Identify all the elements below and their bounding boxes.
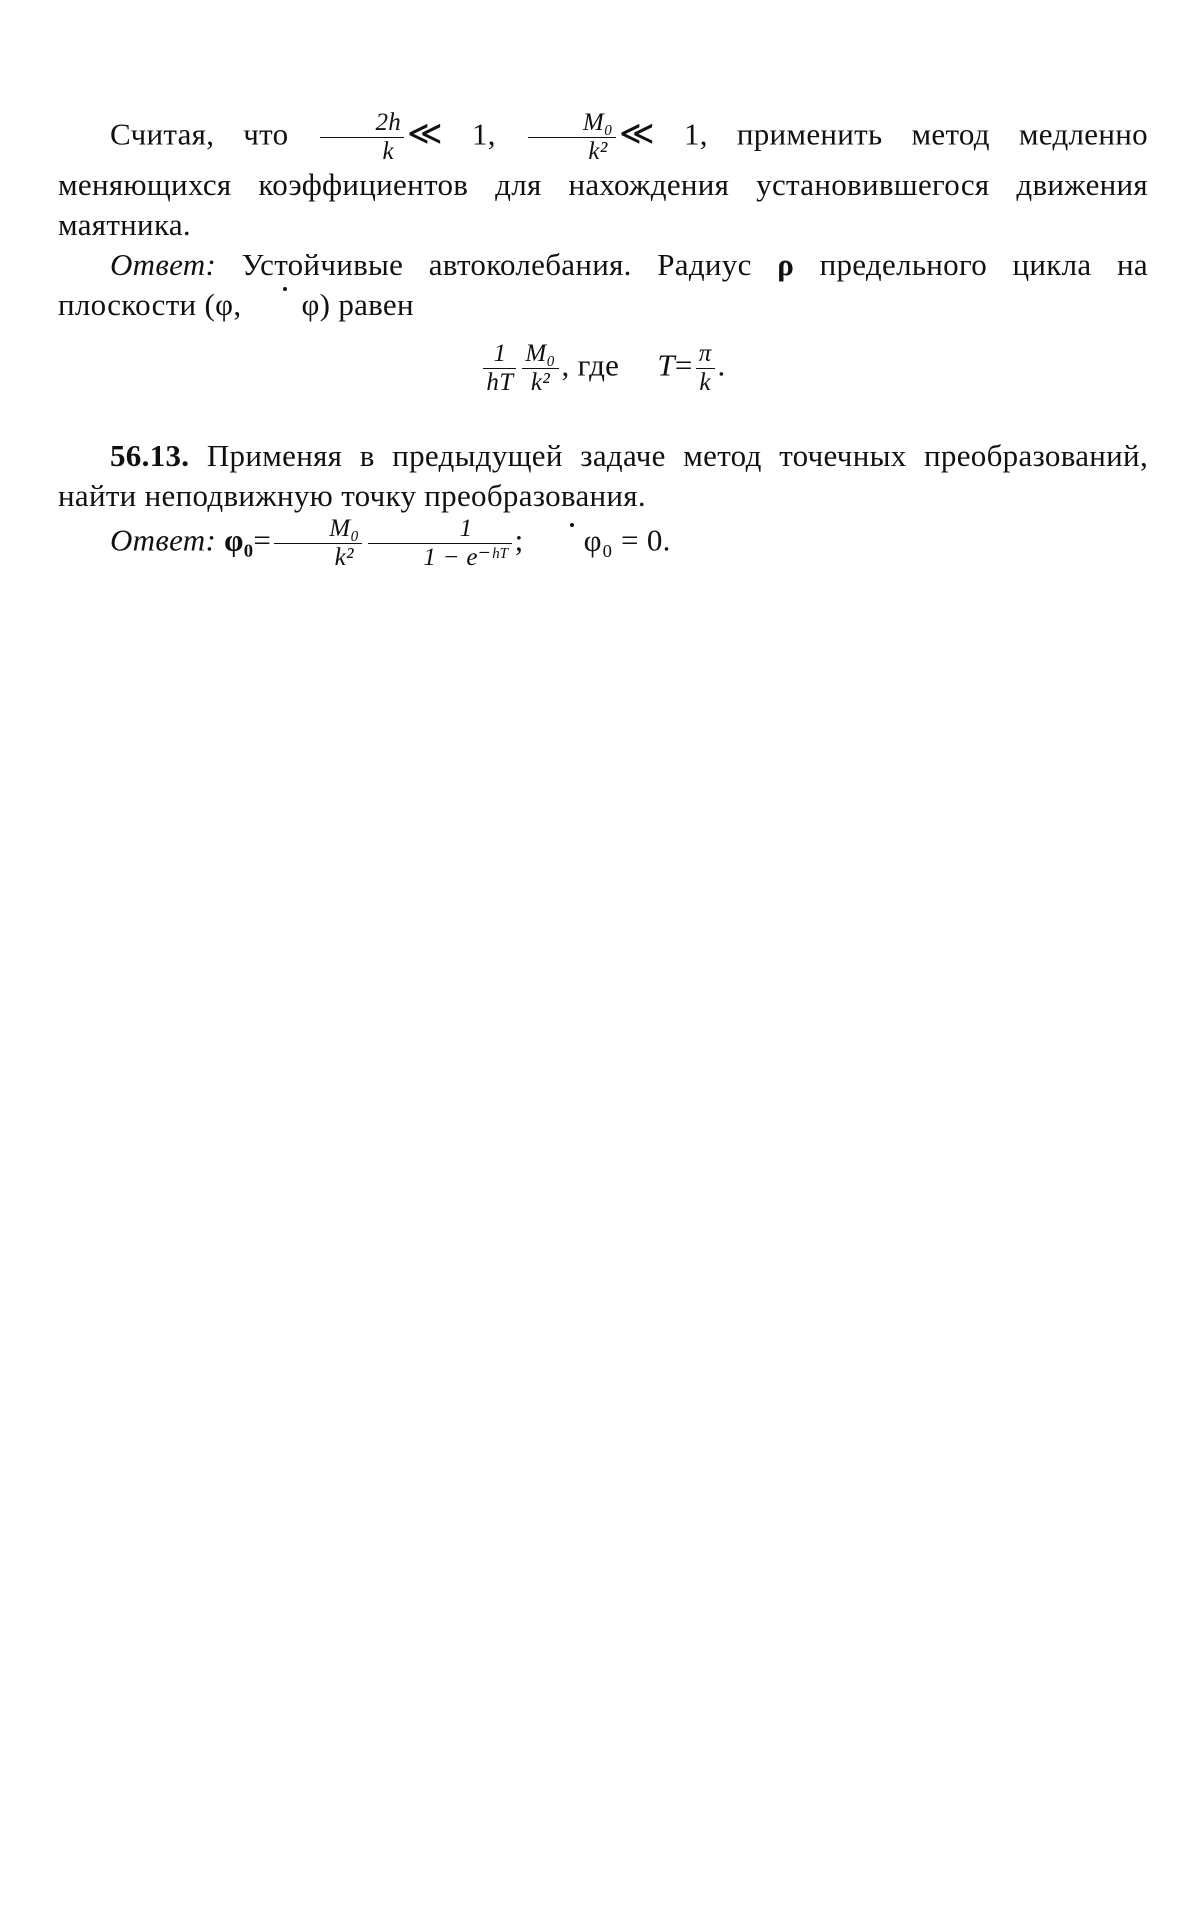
text-equals-word: ) равен [319, 287, 414, 322]
text-equals-zero: = 0. [612, 522, 671, 558]
answer-paragraph-1 [58, 245, 1148, 325]
rho-symbol: ρ [777, 247, 795, 282]
phi0-dot-symbol: φ₀ [532, 521, 613, 561]
much-less-sign-2: ≪ [619, 115, 655, 153]
problem-text: Применяя в предыдущей задаче метод точечных преобразований, найти неподвижную точку преобразования. [58, 438, 1148, 513]
fraction-2h-over-k: $\frac{2h}{k}$ [320, 110, 404, 165]
fraction-m0-over-k2: $\frac{\text{M₀}}{\text{k²}}$ [528, 110, 616, 165]
comma: , [233, 287, 250, 322]
answer-label: Ответ: [110, 247, 217, 282]
problem-paragraph-1 [58, 110, 1148, 245]
text-where: , где [561, 347, 620, 383]
period-mark: . [717, 347, 726, 383]
fraction-1-over-hT: $\frac{1}{hT}$ [483, 341, 516, 396]
text-limit-cycle: предельного цикла на плоскости ( [58, 247, 1148, 322]
fraction-m0-over-k2-answer: $\frac{\text{M₀}}{\text{k²}}$ [274, 516, 362, 571]
equals-sign-2: = [253, 522, 272, 558]
text-stable-autooscillations: Устойчивые автоколебания. Радиус [241, 247, 752, 282]
phi-symbol: φ [215, 287, 234, 322]
page-content [58, 110, 1148, 571]
problem-number: 56.13. [110, 438, 190, 473]
much-less-sign: ≪ [407, 115, 443, 153]
fraction-pi-over-k: $\frac{\pi}{k}$ [696, 341, 715, 396]
phi0-symbol: φ₀ [224, 522, 254, 558]
text-one: 1, [471, 116, 496, 152]
text-apply-method: 1, применить метод медленно меняющихся коэффициентов для нахождения установившегося движения маятника. [58, 116, 1148, 242]
equals-sign: = [674, 347, 693, 383]
problem-paragraph-2 [58, 436, 1148, 516]
phi-dot-symbol: φ [249, 285, 319, 325]
text-considering: Считая, что [110, 116, 289, 152]
fraction-m0-over-k2-radius: $\frac{\text{M₀}}{\text{k²}}$ [522, 341, 558, 396]
formula-radius [58, 341, 1148, 396]
fraction-1-over-1-minus-exp: $\frac{1}{\text{1 − e⁻ʰᵀ}}$ [368, 516, 511, 571]
semicolon: ; [514, 522, 524, 558]
answer-label-2: Ответ: [110, 522, 217, 558]
period-symbol: T [657, 347, 675, 383]
answer-paragraph-2 [58, 516, 1148, 571]
